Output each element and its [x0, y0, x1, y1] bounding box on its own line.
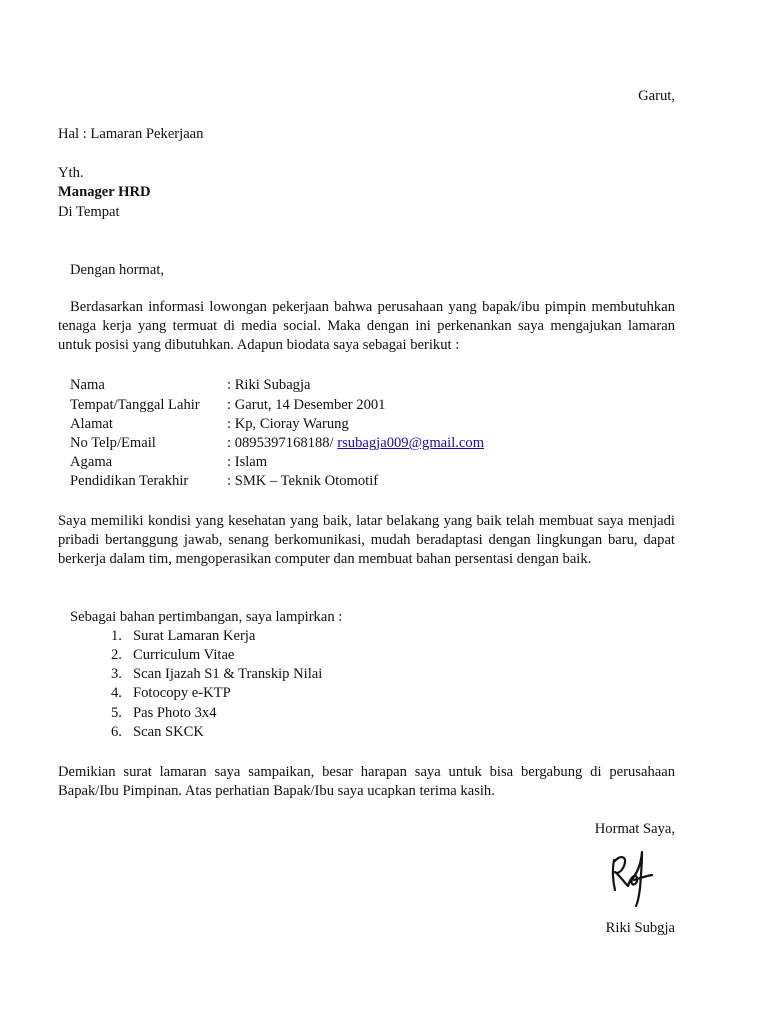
biodata-value: : Islam [227, 454, 268, 470]
sign-off: Hormat Saya, [594, 821, 675, 837]
biodata-label: Alamat [70, 416, 113, 432]
list-item: Scan SKCK [133, 724, 204, 740]
list-number: 5. [111, 705, 122, 721]
place-date: Garut, [638, 88, 675, 104]
email-link[interactable]: rsubagja009@gmail.com [337, 435, 485, 451]
intro-paragraph: Berdasarkan informasi lowongan pekerjaan bahwa perusahaan yang bapak/ibu pimpin membutuhkan tenaga kerja yang termuat di media social. Maka dengan ini perkenankan saya mengajukan lamaran untuk posisi yang dibutuhkan. Adapun biodata saya sebagai berikut : [58, 299, 675, 353]
list-item: Fotocopy e-KTP [133, 685, 231, 701]
biodata-value: : SMK – Teknik Otomotif [227, 473, 379, 489]
list-item: Pas Photo 3x4 [133, 705, 217, 721]
list-number: 2. [111, 647, 122, 663]
attachments-intro: Sebagai bahan pertimbangan, saya lampirkan : [70, 609, 343, 625]
list-number: 4. [111, 685, 122, 701]
list-item: Surat Lamaran Kerja [133, 628, 256, 644]
biodata-label: Agama [70, 454, 113, 470]
biodata-value: : Riki Subagja [227, 377, 311, 393]
greeting: Dengan hormat, [70, 262, 165, 278]
biodata-label: Tempat/Tanggal Lahir [70, 397, 200, 413]
biodata-contact [227, 435, 484, 452]
biodata-label: No Telp/Email [70, 435, 156, 451]
list-item: Curriculum Vitae [133, 647, 235, 663]
recipient-salutation: Yth. [58, 165, 84, 181]
biodata-value: : Kp, Cioray Warung [227, 416, 349, 432]
signature-image [608, 846, 660, 908]
list-number: 6. [111, 724, 122, 740]
list-number: 1. [111, 628, 122, 644]
subject-line: Hal : Lamaran Pekerjaan [58, 126, 204, 142]
biodata-label: Nama [70, 377, 105, 393]
biodata-label: Pendidikan Terakhir [70, 473, 189, 489]
list-item: Scan Ijazah S1 & Transkip Nilai [133, 666, 323, 682]
qualification-paragraph: Saya memiliki kondisi yang kesehatan yang baik, latar belakang yang baik telah membuat saya menjadi pribadi bertanggung jawab, senang berkomunikasi, mudah beradaptasi dengan lingkungan baru, dapat berkerja dalam tim, mengoperasikan computer dan membuat bahan persentasi dengan baik. [58, 513, 675, 567]
closing-paragraph: Demikian surat lamaran saya sampaikan, besar harapan saya untuk bisa bergabung di perusahaan Bapak/Ibu Pimpinan. Atas perhatian Bapak/Ibu saya ucapkan terima kasih. [58, 764, 675, 799]
recipient-location: Di Tempat [58, 204, 120, 220]
list-number: 3. [111, 666, 122, 682]
biodata-value: : Garut, 14 Desember 2001 [227, 397, 386, 413]
signer-name: Riki Subgja [605, 920, 675, 936]
biodata-phone: : 0895397168188/ [227, 435, 338, 451]
recipient-name: Manager HRD [58, 184, 151, 200]
